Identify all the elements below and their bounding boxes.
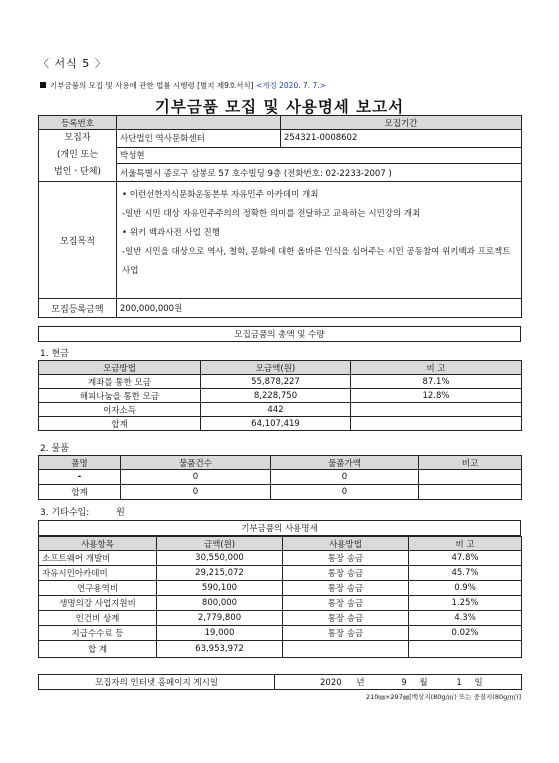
posting-date: 2020 년 9 월 1 일: [275, 675, 522, 690]
cash-section-label: 1. 현금: [40, 349, 69, 359]
table-row: 계좌를 통한 모금 55,878,227 87.1%: [39, 375, 522, 389]
purpose-label: 모집목적: [39, 182, 117, 299]
table-row-total: 합 계 63,953,972: [39, 641, 522, 658]
posting-date-table: [38, 674, 522, 690]
table-row: 자유시민아카데미 29,215,072 통장 송금 45.7%: [39, 566, 522, 581]
table-row: - 0 0: [39, 470, 522, 485]
table-row: 소프트웨어 개발비 30,550,000 통장 송금 47.8%: [39, 551, 522, 566]
form-number: 〈 서식 5 〉: [38, 57, 107, 70]
document-title: 기부금품 모집 및 사용명세 보고서: [154, 98, 405, 116]
posting-month: 9: [401, 678, 407, 688]
cash-header-note: 비 고: [351, 361, 522, 375]
address: 서울특별시 종로구 삼봉로 57 호수빌딩 9층 (전화번호: 02-2233-2007 ): [117, 164, 522, 182]
goods-header-name: 품명: [39, 456, 121, 470]
goods-header-note: 비고: [419, 456, 522, 470]
purpose-line: -일반 시민 대상 자유민주주의의 정확한 의미를 전달하고 교육하는 시민강의 개최: [122, 209, 421, 219]
usage-header-amount: 금액(원): [157, 537, 283, 551]
biz-number: 254321-0008602: [281, 130, 522, 148]
purpose-line: -일반 시민을 대상으로 역사, 철학, 문화에 대한 올바른 인식을 심어주는 시민 공동참여 위키백과 프로젝트 사업: [122, 247, 511, 276]
other-income-unit: 원: [116, 508, 125, 518]
table-row-total: 합계 0 0: [39, 485, 522, 500]
goods-header-count: 물품건수: [121, 456, 271, 470]
square-bullet-icon: [40, 82, 46, 88]
totals-heading-table: [38, 326, 521, 342]
table-row: 지급수수료 등 19,000 통장 송금 0.02%: [39, 626, 522, 641]
usage-heading: 기부금품의 사용명세: [39, 521, 521, 536]
table-row: 이자소득 442: [39, 403, 522, 417]
law-revision: <개정 2020. 7. 7.>: [255, 81, 326, 90]
goods-section-label: 2. 물품: [40, 444, 69, 454]
info-table: [38, 115, 522, 318]
cash-header-amount: 모금액(원): [201, 361, 351, 375]
registered-amount-value: 200,000,000원: [117, 299, 522, 318]
registered-amount-label: 모집등록금액: [39, 299, 117, 318]
recruiter-label: 모집자 (개인 또는 법인ㆍ단체): [39, 130, 117, 182]
period-label: 모집기간: [281, 116, 522, 130]
goods-header-value: 물품가액: [271, 456, 419, 470]
purpose-line: • 이런선한지식문화운동본부 자유민주 아카데미 개최: [122, 190, 319, 200]
posting-day: 1: [456, 678, 462, 688]
totals-heading: 모집금품의 총액 및 수량: [39, 327, 521, 342]
table-row: 생명의강 사업지원비 800,000 통장 송금 1.25%: [39, 596, 522, 611]
table-row-total: 합계 64,107,419: [39, 417, 522, 431]
purpose-line: • 위키 백과사전 사업 진행: [122, 228, 220, 238]
org-name: 사단법인 역사문화센터: [117, 130, 281, 148]
posting-label: 모집자의 인터넷 홈페이지 게시일: [39, 675, 275, 690]
table-row: 연구용역비 590,100 통장 송금 0.9%: [39, 581, 522, 596]
reg-no-value: [117, 116, 281, 130]
other-income-label: 3. 기타수입:: [40, 508, 90, 518]
representative-name: 박성현: [117, 147, 522, 164]
cash-table: [38, 360, 522, 431]
table-row: 인건비 상계 2,779,800 통장 송금 4.3%: [39, 611, 522, 626]
posting-year: 2020: [320, 678, 342, 688]
paper-size-note: 210㎜×297㎜[백상지(80g/㎡) 또는 중질지(80g/㎡)]: [365, 693, 521, 701]
usage-header-method: 사용방법: [283, 537, 409, 551]
table-row: 해피나눔을 통한 모금 8,228,750 12.8%: [39, 389, 522, 403]
law-reference: 기부금품의 모집 및 사용에 관한 법률 시행령 [별지 제9호서식]: [50, 81, 254, 90]
purpose-content: [117, 182, 522, 299]
other-income: [40, 505, 125, 518]
usage-table: [38, 536, 522, 658]
goods-table: [38, 455, 522, 500]
cash-header-method: 모금방법: [39, 361, 201, 375]
usage-header-item: 사용항목: [39, 537, 157, 551]
usage-heading-table: [38, 520, 521, 536]
usage-header-note: 비 고: [409, 537, 522, 551]
law-reference-line: [40, 80, 326, 91]
reg-no-label: 등록번호: [39, 116, 117, 130]
